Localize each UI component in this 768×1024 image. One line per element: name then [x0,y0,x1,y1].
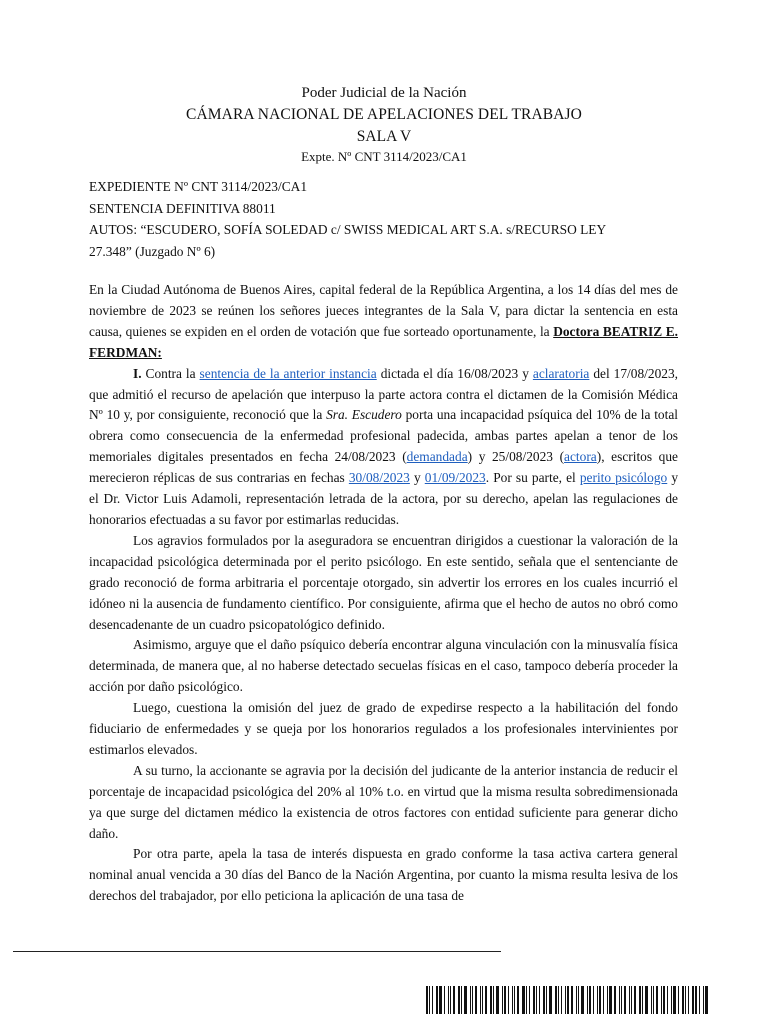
barcode-bar [512,986,513,1014]
barcode-bar [555,986,557,1014]
barcode-bar [639,986,641,1014]
link-actora[interactable]: actora [564,449,597,465]
barcode-bar [432,986,433,1014]
barcode-bar [629,986,630,1014]
barcode-bar [603,986,604,1014]
barcode-bar [634,986,636,1014]
barcode-bar [502,986,503,1014]
barcode-bar [429,986,430,1014]
sala-name: SALA V [356,128,412,145]
barcode-bar [558,986,559,1014]
barcode-bar [546,986,547,1014]
barcode-bar [529,986,530,1014]
italic-name: Sra. Escudero [326,407,402,423]
paragraph-insurer-grievances: Los agravios formulados por la aseguradora se encuentran dirigidos a cuestionar la valoración de la incapacidad psicológica determinada por el perito psicólogo. En este sentido, señala que el sentenciante de grado reconoció de forma arbitraria el porcentaje otorgado, sin advertir los errores en los cuales incurrió el idóneo ni la ausencia de fundamento científico. Por consiguiente, afirma que el hecho de autos no obró como desencadenante de un cuadro psicopatológico definido. [89,532,678,632]
barcode-bar [581,986,584,1014]
barcode-bar [464,986,467,1014]
barcode-bar [653,986,654,1014]
barcode-bar [578,986,579,1014]
barcode-bar [450,986,451,1014]
barcode-bar [496,986,499,1014]
judge-name: Doctora BEATRIZ E. FERDMAN: [89,323,678,360]
barcode-bar [508,986,509,1014]
barcode-bar [458,986,460,1014]
barcode-bar [470,986,471,1014]
document-body [89,280,678,907]
link-previous-sentence[interactable]: sentencia de la anterior instancia [199,365,377,381]
barcode-bar [631,986,632,1014]
barcode-bar [685,986,686,1014]
barcode-bar [621,986,622,1014]
paragraph-plaintiff-grievance: A su turno, la accionante se agravia por la decisión del judicante de la anterior instancia de reducir el porcentaje de incapacidad psicológica del 20% al 10% t.o. en virtud que la misma resulta sobredimensionada ya que surge del dictamen médico la existencia de otros factores con entidad suficiente para generar dicho daño. [89,762,678,841]
paragraph-psychic-damage: Asimismo, arguye que el daño psíquico debería encontrar alguna vinculación con la minusvalía física determinada, de manera que, al no haberse detectado secuelas físicas en el caso, tampoco debería proceder la acción por daño psicológico. [89,637,678,695]
section-number: I. [133,365,142,381]
barcode-bar [576,986,577,1014]
barcode-bar [673,986,676,1014]
link-reply-date-1[interactable]: 30/08/2023 [348,470,410,486]
barcode-bar [472,986,473,1014]
case-number-header: Expte. Nº CNT 3114/2023/CA1 [301,149,467,164]
barcode-bar [426,986,428,1014]
barcode-bar [526,986,527,1014]
barcode-bar [651,986,652,1014]
barcode-bar [614,986,616,1014]
barcode-bar [607,986,608,1014]
expediente-line: EXPEDIENTE Nº CNT 3114/2023/CA1 [89,179,308,194]
barcode-bar [619,986,620,1014]
barcode-bar [597,986,598,1014]
barcode-bar [692,986,694,1014]
barcode-bar [656,986,658,1014]
paragraph-interest-rate: Por otra parte, apela la tasa de interés dispuesta en grado conforme la tasa activa cartera general nominal anual vencida a 30 días del Banco de la Nación Argentina, por cuanto la misma resulta lesiva de los derechos del trabajador, por ello peticiona la aplicación de una tasa de [89,846,678,904]
court-name: Poder Judicial de la Nación [301,85,467,101]
barcode-bar [642,986,643,1014]
barcode-bar [688,986,689,1014]
barcode-bar [663,986,665,1014]
section-1-paragraph: I. Contra la sentencia de la anterior instancia dictada el día 16/08/2023 y aclaratoria del 17/08/2023, que admitió el recurso de apelación que interpuso la parte actora contra el dictamen de la Comisión Médica Nº 10 y, por consiguiente, reconoció que la Sra. Escudero porta una incapacidad psíquica del 10% de la total obrera como consecuencia de la enfermedad profesional padecida, ambas partes apelan a tenor de los memoriales digitales presentados en fecha 24/08/2023 (demandada) y 25/08/2023 (actora), escritos que merecieron réplicas de sus contrarias en fechas 30/08/2023 y 01/09/2023. Por su parte, el perito psicólogo y el Dr. Victor Luis Adamoli, representación letrada de la actora, por su derecho, apelan las regulaciones de honorarios efectuadas a su favor por estimarlas reducidas. [89,365,679,527]
barcode-bar [504,986,506,1014]
barcode-bar [448,986,449,1014]
barcode-bar [490,986,492,1014]
barcode-bar [645,986,648,1014]
link-perito-psicologo[interactable]: perito psicólogo [579,470,668,486]
barcode-bar [609,986,612,1014]
barcode-bar [522,986,525,1014]
barcode-bar [705,986,708,1014]
barcode-bar [587,986,588,1014]
barcode-bar [561,986,562,1014]
barcode-bar [439,986,442,1014]
barcode-bar [699,986,700,1014]
barcode-bar [517,986,519,1014]
barcode-bar [543,986,545,1014]
barcode-bar [480,986,481,1014]
barcode-bar [475,986,477,1014]
barcode-bar [567,986,569,1014]
barcode-bar [589,986,591,1014]
autos-line-1: AUTOS: “ESCUDERO, SOFÍA SOLEDAD c/ SWISS MEDICAL ART S.A. s/RECURSO LEY [89,222,607,237]
barcode-bar [482,986,483,1014]
link-aclaratoria[interactable]: aclaratoria [532,365,590,381]
chamber-name: CÁMARA NACIONAL DE APELACIONES DEL TRABAJO [186,106,582,123]
barcode-bar [682,986,684,1014]
barcode-bar [493,986,494,1014]
autos-line-2: 27.348” (Juzgado Nº 6) [89,243,216,259]
barcode-bar [514,986,515,1014]
barcode-image [426,986,766,1014]
intro-paragraph: En la Ciudad Autónoma de Buenos Aires, capital federal de la República Argentina, a los 14 días del mes de noviembre de 2023 se reúnen los señores jueces integrantes de la Sala V, para dictar la sentencia en esta causa, quienes se expiden en el orden de votación que fue sorteado oportunamente, la Doctora BEATRIZ E. FERDMAN: [89,282,678,360]
barcode-bar [539,986,540,1014]
document-header [0,82,768,166]
barcode-bar [461,986,462,1014]
barcode-bar [565,986,566,1014]
barcode-bar [593,986,594,1014]
barcode-bar [571,986,573,1014]
paragraph-fiduciary-fund: Luego, cuestiona la omisión del juez de grado de expedirse respecto a la habilitación del fondo fiduciario de enfermedades y se queja por los honorarios regulados a los profesionales intervinientes por estimarlos elevados. [89,700,678,757]
barcode-bar [453,986,455,1014]
barcode-bar [536,986,537,1014]
case-metadata [89,176,679,262]
barcode-bar [695,986,697,1014]
barcode-bar [678,986,679,1014]
barcode-bar [533,986,535,1014]
barcode-bar [671,986,672,1014]
sentencia-line: SENTENCIA DEFINITIVA 88011 [89,200,276,216]
barcode-bar [661,986,662,1014]
footer-rule [13,951,501,952]
link-demandada[interactable]: demandada [406,449,468,465]
barcode-bar [444,986,445,1014]
barcode-bar [624,986,626,1014]
barcode-bar [667,986,668,1014]
barcode-bar [599,986,601,1014]
link-reply-date-2[interactable]: 01/09/2023 [424,470,486,486]
barcode-bar [703,986,704,1014]
barcode-bar [549,986,552,1014]
barcode-bar [485,986,487,1014]
barcode-bar [436,986,438,1014]
